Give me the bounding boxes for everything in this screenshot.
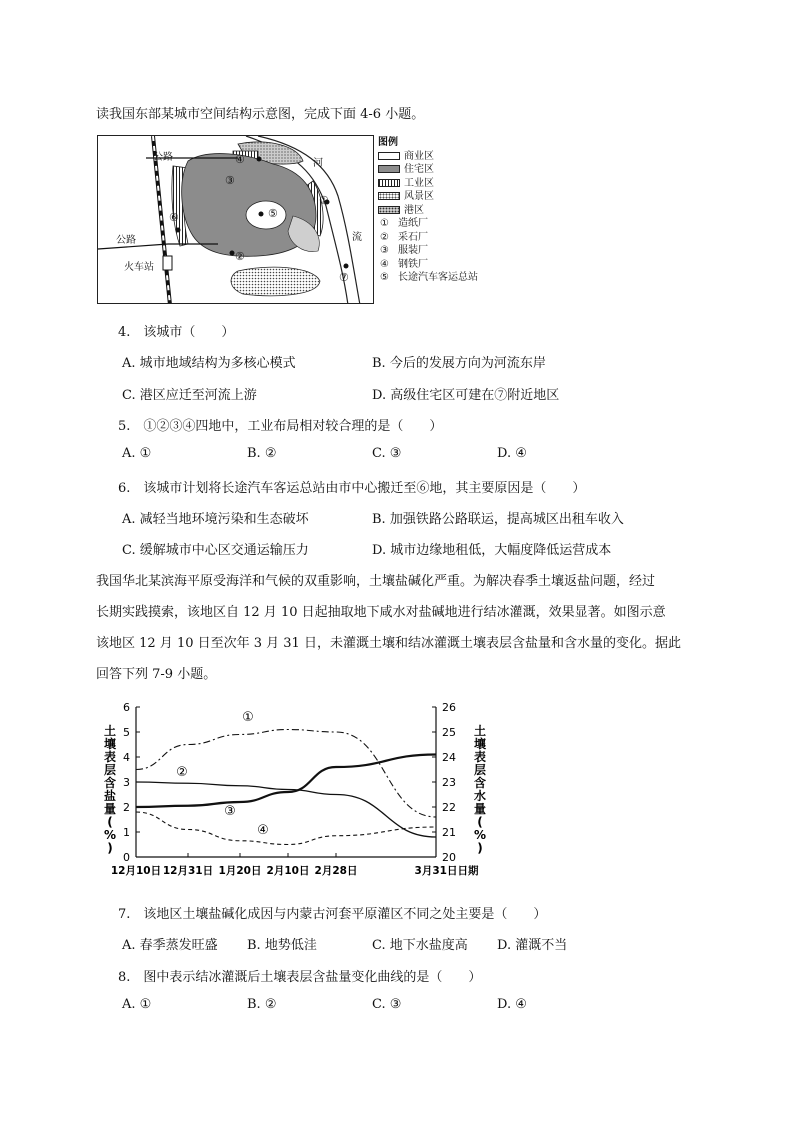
map-label-station: 火车站 [124, 262, 154, 273]
y-left-axis-label: % [103, 828, 117, 842]
q5-stem: 5. ①②③④四地中，工业布局相对较合理的是（ ） [118, 419, 443, 434]
q6-stem: 6. 该城市计划将长途汽车客运总站由市中心搬迁至⑥地，其主要原因是（ ） [118, 481, 586, 496]
y-left-axis-label: ( [107, 815, 113, 829]
series-label-1: ① [242, 710, 254, 725]
map-label-river-2: 流 [352, 232, 362, 243]
legend-item-1: ① 造纸厂 [380, 218, 428, 229]
q6-option-b: B. 加强铁路公路联运，提高城区出租车收入 [372, 512, 624, 527]
y-left-axis-label: 壤 [103, 737, 117, 751]
map-label-road-left: 公路 [116, 235, 136, 246]
q8-stem: 8. 图中表示结冰灌溉后土壤表层含盐量变化曲线的是（ ） [118, 970, 482, 985]
y-left-axis-label: 层 [103, 763, 117, 777]
q4-option-b: B. 今后的发展方向为河流东岸 [372, 356, 546, 371]
y-left-tick-label: 6 [123, 701, 130, 714]
intro2-line-1: 我国华北某滨海平原受海洋和气候的双重影响，土壤盐碱化严重。为解决春季土壤返盐问题，经过 [96, 574, 656, 589]
y-left-axis-label: 表 [103, 750, 117, 764]
q8-option-d: D. ④ [497, 997, 527, 1012]
legend-item-5: ⑤ 长途汽车客运总站 [380, 272, 478, 283]
y-right-tick-label: 21 [442, 826, 456, 839]
map-legend [378, 136, 478, 285]
y-right-axis-label: ) [477, 841, 483, 855]
y-right-axis-label: 量 [473, 802, 487, 816]
y-right-tick-label: 25 [442, 726, 456, 739]
y-right-axis-label: 含 [473, 776, 487, 790]
y-left-tick-label: 0 [123, 851, 130, 864]
y-right-tick-label: 26 [442, 701, 456, 714]
y-left-tick-label: 2 [123, 801, 130, 814]
series-line-3 [136, 755, 436, 808]
y-right-tick-label: 24 [442, 751, 456, 764]
series-line-4 [136, 812, 436, 845]
y-left-tick-label: 1 [123, 826, 130, 839]
q6-option-c: C. 缓解城市中心区交通运输压力 [122, 543, 309, 558]
q7-option-c: C. 地下水盐度高 [372, 938, 468, 953]
q4-stem: 4. 该城市（ ） [118, 325, 235, 340]
legend-zone-commercial: 商业区 [378, 150, 478, 164]
intro2-line-3: 该地区 12 月 10 日至次年 3 月 31 日，未灌溉土壤和结冰灌溉土壤表层含盐量和含水量的变化。据此 [96, 636, 681, 651]
y-right-axis-label: 表 [473, 750, 487, 764]
legend-zone-port: 港区 [378, 204, 478, 218]
map-label-road-top: 公路 [153, 152, 173, 163]
legend-title: 图例 [378, 137, 398, 148]
x-tick-label: 2月10日 [266, 865, 310, 877]
intro2-line-2: 长期实践摸索，该地区自 12 月 10 日起抽取地下咸水对盐碱地进行结冰灌溉，效果显著。如图示意 [96, 605, 666, 620]
map-marker-4: ④ [235, 153, 245, 166]
map-marker-2: ② [235, 250, 245, 263]
y-left-axis-label: ) [107, 841, 113, 855]
q5-option-c: C. ③ [372, 446, 402, 461]
q4-option-c: C. 港区应迁至河流上游 [122, 388, 257, 403]
map-marker-3: ③ [225, 174, 235, 187]
intro-text: 读我国东部某城市空间结构示意图，完成下面 4-6 小题。 [96, 107, 425, 122]
q8-option-b: B. ② [247, 997, 277, 1012]
y-right-axis-label: 水 [473, 789, 487, 803]
legend-zone-residential: 住宅区 [378, 163, 478, 177]
map-marker-1: ① [319, 194, 329, 207]
y-right-tick-label: 20 [442, 851, 456, 864]
q7-stem: 7. 该地区土壤盐碱化成因与内蒙古河套平原灌区不同之处主要是（ ） [118, 907, 547, 922]
legend-zone-industrial: 工业区 [378, 177, 478, 191]
legend-item-4: ④ 钢铁厂 [380, 258, 428, 270]
y-left-tick-label: 4 [123, 751, 130, 764]
q4-option-a: A. 城市地域结构为多核心模式 [122, 356, 296, 371]
q7-option-a: A. 春季蒸发旺盛 [122, 938, 218, 953]
y-right-axis-label: 壤 [473, 737, 487, 751]
y-right-axis-label: 土 [473, 724, 487, 738]
legend-item-2: ② 采石厂 [380, 231, 428, 243]
q6-option-d: D. 城市边缘地租低，大幅度降低运营成本 [372, 543, 612, 558]
y-right-tick-label: 23 [442, 776, 456, 789]
intro2-line-4: 回答下列 7-9 小题。 [96, 667, 217, 682]
q7-option-b: B. 地势低洼 [247, 938, 317, 953]
y-left-tick-label: 3 [123, 776, 130, 789]
q5-option-b: B. ② [247, 446, 277, 461]
q8-option-a: A. ① [122, 997, 152, 1012]
q5-option-a: A. ① [122, 446, 152, 461]
q8-option-c: C. ③ [372, 997, 402, 1012]
x-axis-suffix: 日期 [457, 865, 479, 877]
x-tick-label: 12月10日 [110, 865, 162, 877]
map-marker-5: ⑤ [268, 207, 278, 220]
q5-option-d: D. ④ [497, 446, 527, 461]
y-left-tick-label: 5 [123, 726, 130, 739]
q4-option-d: D. 高级住宅区可建在⑦附近地区 [372, 388, 560, 403]
legend-item-3: ③ 服装厂 [380, 245, 428, 256]
y-right-axis-label: 层 [473, 763, 487, 777]
salt-water-chart [100, 697, 490, 882]
x-tick-label: 12月31日 [162, 865, 214, 877]
series-label-2: ② [176, 765, 188, 780]
city-structure-map [97, 135, 374, 304]
y-left-axis-label: 含 [103, 776, 117, 790]
legend-zone-scenic: 风景区 [378, 190, 478, 204]
y-left-axis-label: 量 [103, 802, 117, 816]
series-label-4: ④ [257, 823, 269, 838]
x-tick-label: 1月20日 [218, 865, 262, 877]
y-left-axis-label: 土 [103, 724, 117, 738]
x-tick-label: 3月31日 [414, 865, 458, 877]
map-label-river-1: 河 [313, 158, 323, 169]
y-right-axis-label: % [473, 828, 487, 842]
q7-option-d: D. 灌溉不当 [497, 938, 568, 953]
y-right-axis-label: ( [477, 815, 483, 829]
y-right-tick-label: 22 [442, 801, 456, 814]
series-label-3: ③ [224, 804, 236, 819]
map-marker-7: ⑦ [339, 271, 349, 284]
q6-option-a: A. 减轻当地环境污染和生态破坏 [122, 512, 309, 527]
x-tick-label: 2月28日 [314, 865, 358, 877]
series-line-2 [136, 782, 436, 837]
map-marker-6: ⑥ [169, 211, 179, 224]
y-left-axis-label: 盐 [103, 789, 117, 803]
